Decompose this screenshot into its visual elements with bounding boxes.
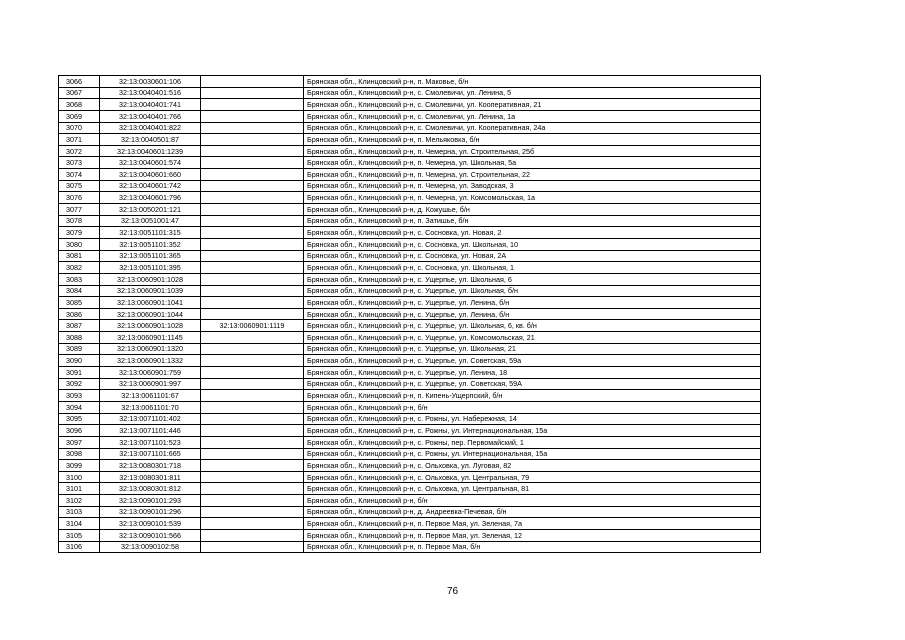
row-number-cell: 3100 [59,471,100,483]
address-cell: Брянская обл., Клинцовский р-н, с. Смолевичи, ул. Ленина, 1а [304,110,761,122]
address-cell: Брянская обл., Клинцовский р-н, п. Первое Мая, ул. Зеленая, 12 [304,529,761,541]
secondary-cadastral-number-cell [201,180,304,192]
cadastral-number-cell: 32:13:0060901:1145 [100,332,201,344]
cadastral-number-cell: 32:13:0061101:70 [100,401,201,413]
table-row [59,145,761,157]
secondary-cadastral-number-cell [201,378,304,390]
table-row [59,76,761,88]
table-row [59,495,761,507]
cadastral-number-cell: 32:13:0051001:47 [100,215,201,227]
cadastral-number-cell: 32:13:0060901:759 [100,367,201,379]
address-cell: Брянская обл., Клинцовский р-н, с. Рожны, ул. Интернациональная, 15а [304,425,761,437]
table-row [59,262,761,274]
cadastral-number-cell: 32:13:0051101:395 [100,262,201,274]
cadastral-number-cell: 32:13:0071101:446 [100,425,201,437]
table-row [59,87,761,99]
address-cell: Брянская обл., Клинцовский р-н, с. Ущерпье, ул. Ленина, 18 [304,367,761,379]
secondary-cadastral-number-cell [201,192,304,204]
address-cell: Брянская обл., Клинцовский р-н, п. Чемерна, ул. Строительная, 25б [304,145,761,157]
cadastral-number-cell: 32:13:0030601:106 [100,76,201,88]
secondary-cadastral-number-cell [201,238,304,250]
address-cell: Брянская обл., Клинцовский р-н, с. Ущерпье, ул. Школьная, 6 [304,273,761,285]
row-number-cell: 3101 [59,483,100,495]
cadastral-number-cell: 32:13:0040401:766 [100,110,201,122]
secondary-cadastral-number-cell [201,425,304,437]
secondary-cadastral-number-cell [201,250,304,262]
address-cell: Брянская обл., Клинцовский р-н, п. Маковье, б/н [304,76,761,88]
table-row [59,413,761,425]
row-number-cell: 3105 [59,529,100,541]
secondary-cadastral-number-cell [201,87,304,99]
secondary-cadastral-number-cell [201,262,304,274]
row-number-cell: 3089 [59,343,100,355]
address-cell: Брянская обл., Клинцовский р-н, с. Сосновка, ул. Школьная, 10 [304,238,761,250]
cadastral-number-cell: 32:13:0080301:811 [100,471,201,483]
address-cell: Брянская обл., Клинцовский р-н, с. Ущерпье, ул. Советская, 59А [304,378,761,390]
cadastral-number-cell: 32:13:0040501:87 [100,134,201,146]
table-body [59,76,761,553]
table-row [59,471,761,483]
address-cell: Брянская обл., Клинцовский р-н, п. Чемерна, ул. Школьная, 5а [304,157,761,169]
secondary-cadastral-number-cell [201,169,304,181]
address-cell: Брянская обл., Клинцовский р-н, с. Ущерпье, ул. Школьная, 21 [304,343,761,355]
row-number-cell: 3072 [59,145,100,157]
cadastral-number-cell: 32:13:0071101:665 [100,448,201,460]
table-row [59,180,761,192]
table-row [59,227,761,239]
address-cell: Брянская обл., Клинцовский р-н, с. Ольховка, ул. Центральная, 81 [304,483,761,495]
secondary-cadastral-number-cell [201,134,304,146]
cadastral-number-cell: 32:13:0061101:67 [100,390,201,402]
row-number-cell: 3073 [59,157,100,169]
cadastral-number-cell: 32:13:0040601:1239 [100,145,201,157]
row-number-cell: 3069 [59,110,100,122]
row-number-cell: 3082 [59,262,100,274]
row-number-cell: 3087 [59,320,100,332]
secondary-cadastral-number-cell [201,367,304,379]
table-row [59,250,761,262]
cadastral-number-cell: 32:13:0050201:121 [100,204,201,216]
row-number-cell: 3102 [59,495,100,507]
cadastral-number-cell: 32:13:0090102:58 [100,541,201,553]
secondary-cadastral-number-cell [201,157,304,169]
row-number-cell: 3083 [59,273,100,285]
table-row [59,367,761,379]
row-number-cell: 3091 [59,367,100,379]
row-number-cell: 3080 [59,238,100,250]
cadastral-number-cell: 32:13:0040401:822 [100,122,201,134]
secondary-cadastral-number-cell [201,495,304,507]
address-cell: Брянская обл., Клинцовский р-н, д. Андреевка-Печевая, б/н [304,506,761,518]
row-number-cell: 3077 [59,204,100,216]
secondary-cadastral-number-cell [201,204,304,216]
secondary-cadastral-number-cell: 32:13:0060901:1119 [201,320,304,332]
table-row [59,297,761,309]
cadastral-number-cell: 32:13:0090101:293 [100,495,201,507]
page-number: 76 [446,586,459,597]
address-cell: Брянская обл., Клинцовский р-н, с. Ольховка, ул. Луговая, 82 [304,460,761,472]
row-number-cell: 3085 [59,297,100,309]
table-row [59,134,761,146]
table-row [59,390,761,402]
row-number-cell: 3075 [59,180,100,192]
row-number-cell: 3094 [59,401,100,413]
address-cell: Брянская обл., Клинцовский р-н, п. Первое Мая, ул. Зеленая, 7а [304,518,761,530]
cadastral-number-cell: 32:13:0071101:402 [100,413,201,425]
property-table [58,75,761,553]
table-row [59,238,761,250]
table-row [59,378,761,390]
table-row [59,157,761,169]
row-number-cell: 3092 [59,378,100,390]
row-number-cell: 3090 [59,355,100,367]
address-cell: Брянская обл., Клинцовский р-н, с. Ущерпье, ул. Советская, 59а [304,355,761,367]
cadastral-number-cell: 32:13:0040601:796 [100,192,201,204]
address-cell: Брянская обл., Клинцовский р-н, с. Сосновка, ул. Школьная, 1 [304,262,761,274]
table-row [59,285,761,297]
cadastral-number-cell: 32:13:0080301:718 [100,460,201,472]
row-number-cell: 3097 [59,436,100,448]
cadastral-number-cell: 32:13:0060901:1039 [100,285,201,297]
row-number-cell: 3079 [59,227,100,239]
secondary-cadastral-number-cell [201,273,304,285]
row-number-cell: 3068 [59,99,100,111]
address-cell: Брянская обл., Клинцовский р-н, с. Ущерпье, ул. Школьная, 6, кв. б/н [304,320,761,332]
row-number-cell: 3104 [59,518,100,530]
cadastral-number-cell: 32:13:0060901:1028 [100,320,201,332]
table-row [59,110,761,122]
table-row [59,483,761,495]
address-cell: Брянская обл., Клинцовский р-н, б/н [304,401,761,413]
table-row [59,99,761,111]
address-cell: Брянская обл., Клинцовский р-н, п. Чемерна, ул. Заводская, 3 [304,180,761,192]
row-number-cell: 3098 [59,448,100,460]
address-cell: Брянская обл., Клинцовский р-н, с. Рожны, ул. Набережная, 14 [304,413,761,425]
table-row [59,518,761,530]
table-row [59,192,761,204]
address-cell: Брянская обл., Клинцовский р-н, с. Сосновка, ул. Новая, 2 [304,227,761,239]
secondary-cadastral-number-cell [201,518,304,530]
row-number-cell: 3078 [59,215,100,227]
row-number-cell: 3084 [59,285,100,297]
secondary-cadastral-number-cell [201,355,304,367]
row-number-cell: 3103 [59,506,100,518]
cadastral-number-cell: 32:13:0090101:296 [100,506,201,518]
secondary-cadastral-number-cell [201,145,304,157]
cadastral-number-cell: 32:13:0060901:1041 [100,297,201,309]
cadastral-number-cell: 32:13:0040601:660 [100,169,201,181]
address-cell: Брянская обл., Клинцовский р-н, с. Ущерпье, ул. Комсомольская, 21 [304,332,761,344]
secondary-cadastral-number-cell [201,308,304,320]
table-row [59,436,761,448]
secondary-cadastral-number-cell [201,448,304,460]
secondary-cadastral-number-cell [201,122,304,134]
address-cell: Брянская обл., Клинцовский р-н, д. Кожушье, б/н [304,204,761,216]
secondary-cadastral-number-cell [201,285,304,297]
table-row [59,332,761,344]
row-number-cell: 3066 [59,76,100,88]
table-row [59,401,761,413]
secondary-cadastral-number-cell [201,99,304,111]
row-number-cell: 3096 [59,425,100,437]
cadastral-number-cell: 32:13:0060901:1320 [100,343,201,355]
address-cell: Брянская обл., Клинцовский р-н, с. Ольховка, ул. Центральная, 79 [304,471,761,483]
address-cell: Брянская обл., Клинцовский р-н, п. Кипень-Ущерпский, б/н [304,390,761,402]
address-cell: Брянская обл., Клинцовский р-н, с. Ущерпье, ул. Ленина, б/н [304,297,761,309]
secondary-cadastral-number-cell [201,483,304,495]
row-number-cell: 3095 [59,413,100,425]
secondary-cadastral-number-cell [201,297,304,309]
row-number-cell: 3074 [59,169,100,181]
secondary-cadastral-number-cell [201,541,304,553]
address-cell: Брянская обл., Клинцовский р-н, п. Чемерна, ул. Комсомольская, 1а [304,192,761,204]
address-cell: Брянская обл., Клинцовский р-н, с. Ущерпье, ул. Ленина, б/н [304,308,761,320]
cadastral-number-cell: 32:13:0051101:352 [100,238,201,250]
cadastral-number-cell: 32:13:0090101:566 [100,529,201,541]
address-cell: Брянская обл., Клинцовский р-н, с. Рожны, пер. Первомайский, 1 [304,436,761,448]
cadastral-number-cell: 32:13:0060901:1028 [100,273,201,285]
address-cell: Брянская обл., Клинцовский р-н, б/н [304,495,761,507]
cadastral-number-cell: 32:13:0060901:1044 [100,308,201,320]
secondary-cadastral-number-cell [201,390,304,402]
table-row [59,343,761,355]
row-number-cell: 3067 [59,87,100,99]
cadastral-number-cell: 32:13:0040401:741 [100,99,201,111]
address-cell: Брянская обл., Клинцовский р-н, с. Рожны, ул. Интернациональная, 15а [304,448,761,460]
secondary-cadastral-number-cell [201,413,304,425]
table-row [59,355,761,367]
secondary-cadastral-number-cell [201,332,304,344]
address-cell: Брянская обл., Клинцовский р-н, с. Ущерпье, ул. Школьная, б/н [304,285,761,297]
address-cell: Брянская обл., Клинцовский р-н, п. Первое Мая, б/н [304,541,761,553]
row-number-cell: 3106 [59,541,100,553]
cadastral-number-cell: 32:13:0060901:997 [100,378,201,390]
address-cell: Брянская обл., Клинцовский р-н, с. Сосновка, ул. Новая, 2А [304,250,761,262]
row-number-cell: 3076 [59,192,100,204]
address-cell: Брянская обл., Клинцовский р-н, п. Затишье, б/н [304,215,761,227]
address-cell: Брянская обл., Клинцовский р-н, п. Чемерна, ул. Строительная, 22 [304,169,761,181]
row-number-cell: 3071 [59,134,100,146]
cadastral-number-cell: 32:13:0090101:539 [100,518,201,530]
secondary-cadastral-number-cell [201,529,304,541]
row-number-cell: 3081 [59,250,100,262]
row-number-cell: 3088 [59,332,100,344]
secondary-cadastral-number-cell [201,110,304,122]
table-row [59,169,761,181]
secondary-cadastral-number-cell [201,401,304,413]
row-number-cell: 3093 [59,390,100,402]
cadastral-number-cell: 32:13:0051101:315 [100,227,201,239]
table-row [59,308,761,320]
cadastral-number-cell: 32:13:0040601:742 [100,180,201,192]
cadastral-number-cell: 32:13:0040601:574 [100,157,201,169]
address-cell: Брянская обл., Клинцовский р-н, с. Смолевичи, ул. Кооперативная, 21 [304,99,761,111]
cadastral-number-cell: 32:13:0040401:516 [100,87,201,99]
table-row [59,529,761,541]
cadastral-number-cell: 32:13:0051101:365 [100,250,201,262]
row-number-cell: 3099 [59,460,100,472]
cadastral-number-cell: 32:13:0071101:523 [100,436,201,448]
table-row [59,448,761,460]
table-row [59,122,761,134]
row-number-cell: 3070 [59,122,100,134]
table-row [59,425,761,437]
table-row [59,541,761,553]
secondary-cadastral-number-cell [201,227,304,239]
cadastral-number-cell: 32:13:0080301:812 [100,483,201,495]
table-row [59,204,761,216]
secondary-cadastral-number-cell [201,506,304,518]
secondary-cadastral-number-cell [201,215,304,227]
secondary-cadastral-number-cell [201,343,304,355]
table-row [59,273,761,285]
address-cell: Брянская обл., Клинцовский р-н, п. Мельяковка, б/н [304,134,761,146]
secondary-cadastral-number-cell [201,76,304,88]
secondary-cadastral-number-cell [201,436,304,448]
table-row [59,460,761,472]
secondary-cadastral-number-cell [201,471,304,483]
table-row [59,506,761,518]
cadastral-number-cell: 32:13:0060901:1332 [100,355,201,367]
address-cell: Брянская обл., Клинцовский р-н, с. Смолевичи, ул. Ленина, 5 [304,87,761,99]
table-row [59,320,761,332]
row-number-cell: 3086 [59,308,100,320]
secondary-cadastral-number-cell [201,460,304,472]
table-row [59,215,761,227]
address-cell: Брянская обл., Клинцовский р-н, с. Смолевичи, ул. Кооперативная, 24а [304,122,761,134]
